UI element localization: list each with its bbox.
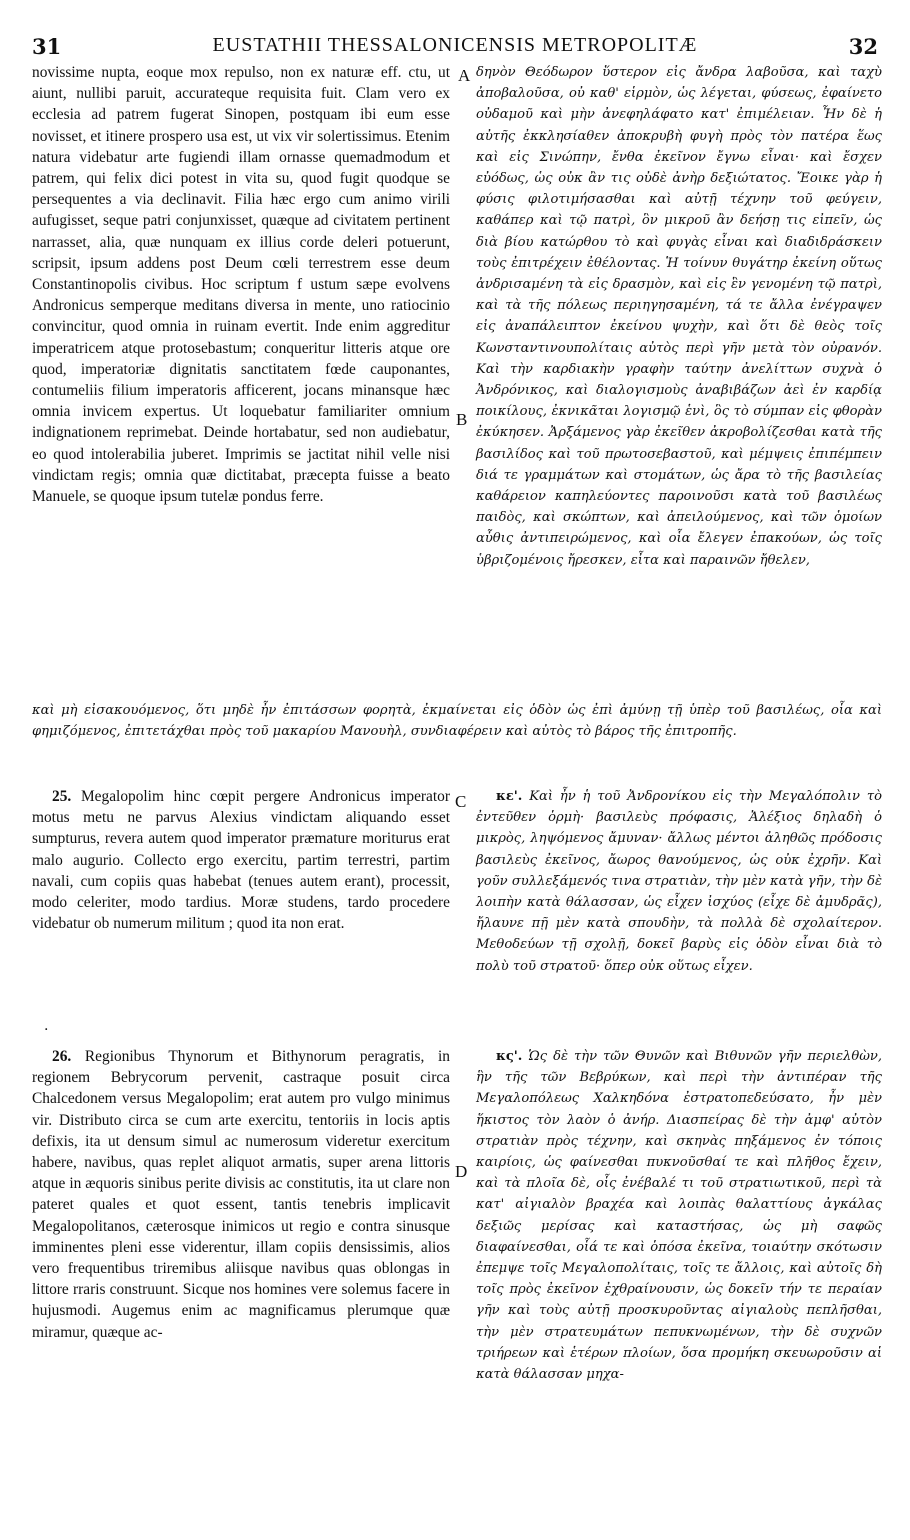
margin-mark-a: A	[458, 66, 471, 85]
greek-section-26	[476, 1046, 882, 1385]
latin-paragraph	[32, 1046, 450, 1343]
margin-mark-c: C	[455, 792, 467, 811]
section-text: Καὶ ἦν ἡ τοῦ Ἀνδρονίκου εἰς τὴν Μεγαλόπολιν τὸ ἐντεῦθεν ὁρμὴ· βασιλεὺς πρόφασις, Ἀλέξιος δηλαδὴ ὁ μικρὸς, ληψόμενος ἄμυναν· ἄλλως μέντοι ἀληθῶς πρόδοσις βασιλεὺς ἐκεῖνος, ἄωρος θανούμενος, ὡς οὐκ ἐχρῆν. Καὶ γοῦν συλλεξάμενός τινα στρατιὰν, τὴν μὲν κατὰ γῆν, τὴν δὲ λοιπὴν κατὰ θάλασσαν, ὡς εἶχεν ἰσχύος (εἶχε δὲ ἀμυδρᾶς), ἤλαυνε πῇ μὲν κατὰ σπουδὴν, τὰ πολλὰ δὲ σχολαίτερον. Μεθοδεύων τῇ σχολῇ, δοκεῖ βαρὺς εἰς ὁδὸν εἶναι διὰ τὸ πολὺ τοῦ στρατοῦ· ὅπερ οὐκ οὕτως εἶχεν.	[476, 789, 882, 974]
greek-paragraph: δηνὸν Θεόδωρον ὕστερον εἰς ἄνδρα λαβοῦσα, καὶ ταχὺ ἀποβαλοῦσα, οὐ καθ' εἱρμὸν, ὡς λέγεται, φύσεως, ἐφαίνετο οὐδαμοῦ καὶ μὴν ἀνεφηλάφατο κατ' ἐπιμέλειαν. Ἦν δὲ ἡ αὐτῆς ἐκκλησίαθεν ἀποκρυβὴ φυγὴ πρὸς τὸν πατέρα ἕως καὶ εἰς Σινώπην, ἔνθα ἐκεῖνον ἔγνω εἶναι· καὶ ἔσχεν εὐόδως, ὡς οὐκ ἂν τις οὐδὲ ἀνὴρ δεξιώτατος. Ἔοικε γὰρ ἡ φύσις φιλοτιμήσασθαι καὶ αὐτῇ τέχνην τοῦ φεύγειν, καθάπερ καὶ τῷ πατρὶ, ὃν μικροῦ ἂν δεήσῃ τις εἰπεῖν, ὡς διὰ βίου κατώρθου τὸ καὶ φυγὰς εἶναι καὶ διαδιδράσκειν τοὺς ἐπιτρέχειν ἐθέλοντας. Ἡ τοίνυν θυγάτηρ ἐκείνη οὕτως ἀνδρισαμένη τὰ εἰς δρασμὸν, καὶ εἰς ἓν γενομένη τῷ πατρὶ, καὶ τὰ τῆς πόλεως περιηγησαμένη, τά τε ἄλλα ἐνέγραψεν εἰς ἀναπάλειπτον ἐκείνου ψυχὴν, καὶ ὅτι δὲ θεὸς τοῖς Κωνσταντινουπολίταις αὐτὸς περὶ γῆν μετὰ τὸν οὐρανόν. Καὶ τὴν καρδιακὴν γραφὴν ταύτην ἀνελίττων συχνὰ ὁ Ἀνδρόνικος, καὶ διαλογισμοὺς ἀναβιβάζων ἀεὶ ἐν καρδίᾳ ποικίλους, ἐκνικᾶται λογισμῷ ἑνὶ, ὃς τὸ σύμπαν εἰς φθορὰν ἐκύκησεν. Ἀρξάμενος γὰρ ἐκεῖθεν ἀκροβολίζεσθαι κατὰ τῆς βασιλίδος καὶ τοῦ πρωτοσεβαστοῦ, καὶ μέμψεις ἐπιπέμπειν διά τε γραμμάτων καὶ στομάτων, ὡς ἄρα τὸ τῆς βασιλείας καθάρειον καπηλεύοντες παροινοῦσι κατὰ τοῦ βασιλέως παιδὸς, καὶ σκώπτων, καὶ ἀπειλούμενος, καὶ τῶν ὁμοίων αὖθις ἀντιπειρώμενος, καὶ οἷα ἔλεγεν ἐπακούων, ὡς τοῖς ὑβριζομένοις ἤρεσκεν, εἶτα καὶ παραινῶν ἤθελεν,	[476, 65, 882, 568]
greek-column-block1	[476, 62, 882, 571]
latin-section-25	[32, 786, 450, 934]
section-text: Regionibus Thynorum et Bithynorum peragratis, in regionem Bebrycorum pervenit, castraque posuit circa Chalcedonem versus Megalopolim; erat autem pro vulgo minimus vir. Distributo circa se cum arte exercitu, tentoriis in locis aptis defixis, ita ut densum simul ac numerosum videretur exercitum habere, navibus, quas replet aliquot armatis, super arena littoris atque in æquoris sinibus perite divisis ac constitutis, ita ut clare non pateret quales et quot essent, tantis tenebris implicavit Megalopolitanos, cæterosque inimicos ut regio e contra sinusque imminentes pleni esse viderentur, illam copiis densissimis, alios vero frequentibus triremibus aliisque navibus quas oblongas in littore rraris construunt. Sicque nos homines vere solemus facere in hujusmodi. Augemus enim ac magnificamus plerumque quæ miramur, quæque ac-	[32, 1048, 450, 1341]
latin-paragraph: novissime nupta, eoque mox repulso, non ex naturæ eff. ctu, ut aiunt, nullibi paruit, accurateque requisita fuit. Clam vero ex ecclesia ad patrem fugerat Sinopen, postquam ibi eum esse novisset, et itinere prospero usa est, ut vix vir solertissimus. Etenim natura videbatur arte fugiendi illam ornasse quemadmodum et patrem, qui felix dici potest in vita su, quod fugit quodque se persequentes a via declinavit. Filia hæc ergo cum animo virili aufugisset, seque patri conjunxisset, quæque ad civitatem pertinent narrasset, alia, quæ nunquam ex illius corde deleri potuerunt, scripsit, ipsum addens post Deum cœli terrestrem esse deum Constantinopolis civibus. Hoc scriptum f ustum sæpe evolvens Andronicus semperque meditans diversa in mente, uno ratiocinio convincitur, quod omnia in ruinam evertit. Inde enim aggreditur imperatricem atque protosebastum; conqueritur litteris atque ore quod, imperatoriæ dignitatis sanctitatem fœde cauponantes, contumeliis filium imperatoris afficerent, jocans minansque hæc omnia invicem expertus. Ut loquebatur familiariter omnium indignationem reprimebat. Deinde hortabatur, sed non audiebatur, eo quod intolerabilia juberet. Imprimis se jactitat nihil velle nisi vindictam regis; omnia quæ dictitabat, præcepta fuisse a beato Manuele, se quoque ipsum tutelæ pondus ferre.	[32, 64, 450, 506]
page-number-right: 32	[848, 34, 878, 59]
section-number: κε'.	[496, 789, 523, 804]
section-text: Megalopolim hinc cœpit pergere Andronicus imperator motus metu ne parvus Alexius vindictam aliquando esset sumpturus, revera autem quod imperator præmature moriturus erat malo augurio. Collecto ergo exercitu, partim terrestri, partim navali, cum copiis quas habebat (tenues autem erant), processit, modo celeriter, modo tardius. Moræ studens, tardo procedere videbatur ob numerum militum ; quod ita non erat.	[32, 788, 450, 933]
latin-paragraph	[32, 786, 450, 934]
latin-column-block1	[32, 62, 450, 507]
latin-section-26	[32, 1046, 450, 1343]
section-number: 25.	[52, 788, 72, 805]
page-header	[30, 34, 880, 60]
section-text: Ὡς δὲ τὴν τῶν Θυνῶν καὶ Βιθυνῶν γῆν περιελθὼν, ἣν τῆς τῶν Βεβρύκων, καὶ περὶ τὴν ἀντιπέραν τῆς Μεγαλοπόλεως Χαλκηδόνα ἐστρατοπεδεύσατο, ἦν μὲν ἥκιστος τὸν λαὸν ὁ ἀνήρ. Διασπείρας δὲ τὴν ἀμφ' αὐτὸν στρατιὰν πρὸς τέχνην, καὶ σκηνὰς πηξάμενος ἐν τόποις καιρίοις, ὡς φαίνεσθαι πυκνοῦσθαί τε καὶ πλῆθος ἔχειν, καὶ τὰ πλοῖα δὲ, οἷς ἐνέβαλέ τι τοῦ στρατιωτικοῦ, περὶ τὰ κατ' αἰγιαλὸν βραχέα καὶ λοιπὰς θαλαττίους ἀγκάλας δεξιῶς μερίσας καὶ καταστήσας, ὡς μὴ σαφῶς διαφαίνεσθαι, οἷά τε καὶ ὁπόσα ἐκεῖνα, τοιαύτην σκότωσιν ἐπεμψε τοῖς Μεγαλοπολίταις, τοῖς τε ἄλλοις, καὶ αὐτοῖς δὴ τοῖς πρὸς ἐκεῖνον ἐχθραίνουσιν, ὡς δοκεῖν τήν τε περαίαν γῆν καὶ τοὺς αὐτῇ προσκυροῦντας αἰγιαλοὺς πεπλῆσθαι, τὴν μὲν στρατευμάτων πεπυκνωμένων, τὴν δὲ συχνῶν τριήρεων καὶ ἑτέρων πλοίων, ὅσα προμήκη σκευωροῦσιν αἱ κατὰ θάλασσαν μηχα-	[476, 1049, 882, 1383]
margin-mark-d: D	[455, 1162, 468, 1181]
running-title: EUSTATHII THESSALONICENSIS METROPOLITÆ	[212, 34, 698, 56]
greek-paragraph	[476, 786, 882, 977]
greek-section-25	[476, 786, 882, 977]
section-number: κς'.	[496, 1049, 523, 1064]
margin-mark-b: B	[456, 410, 468, 429]
greek-paragraph	[476, 1046, 882, 1385]
section-number: 26.	[52, 1048, 72, 1065]
page-number-left: 31	[32, 34, 62, 59]
greek-paragraph-continuation: καὶ μὴ εἰσακουόμενος, ὅτι μηδὲ ἦν ἐπιτάσσων φορητὰ, ἐκμαίνεται εἰς ὁδὸν ὡς ἐπὶ ἀμύνῃ τῇ ὑπὲρ τοῦ βασιλέως, οἷα καὶ φημιζόμενος, ἐπιτετάχθαι πρὸς τοῦ μακαρίου Μανουὴλ, συνδιαφέρειν καὶ αὐτὸς τὸ βάρος τῆς ἐπιτροπῆς.	[32, 703, 882, 740]
stray-dot: .	[44, 1018, 49, 1034]
greek-full-width-continuation	[32, 700, 882, 742]
